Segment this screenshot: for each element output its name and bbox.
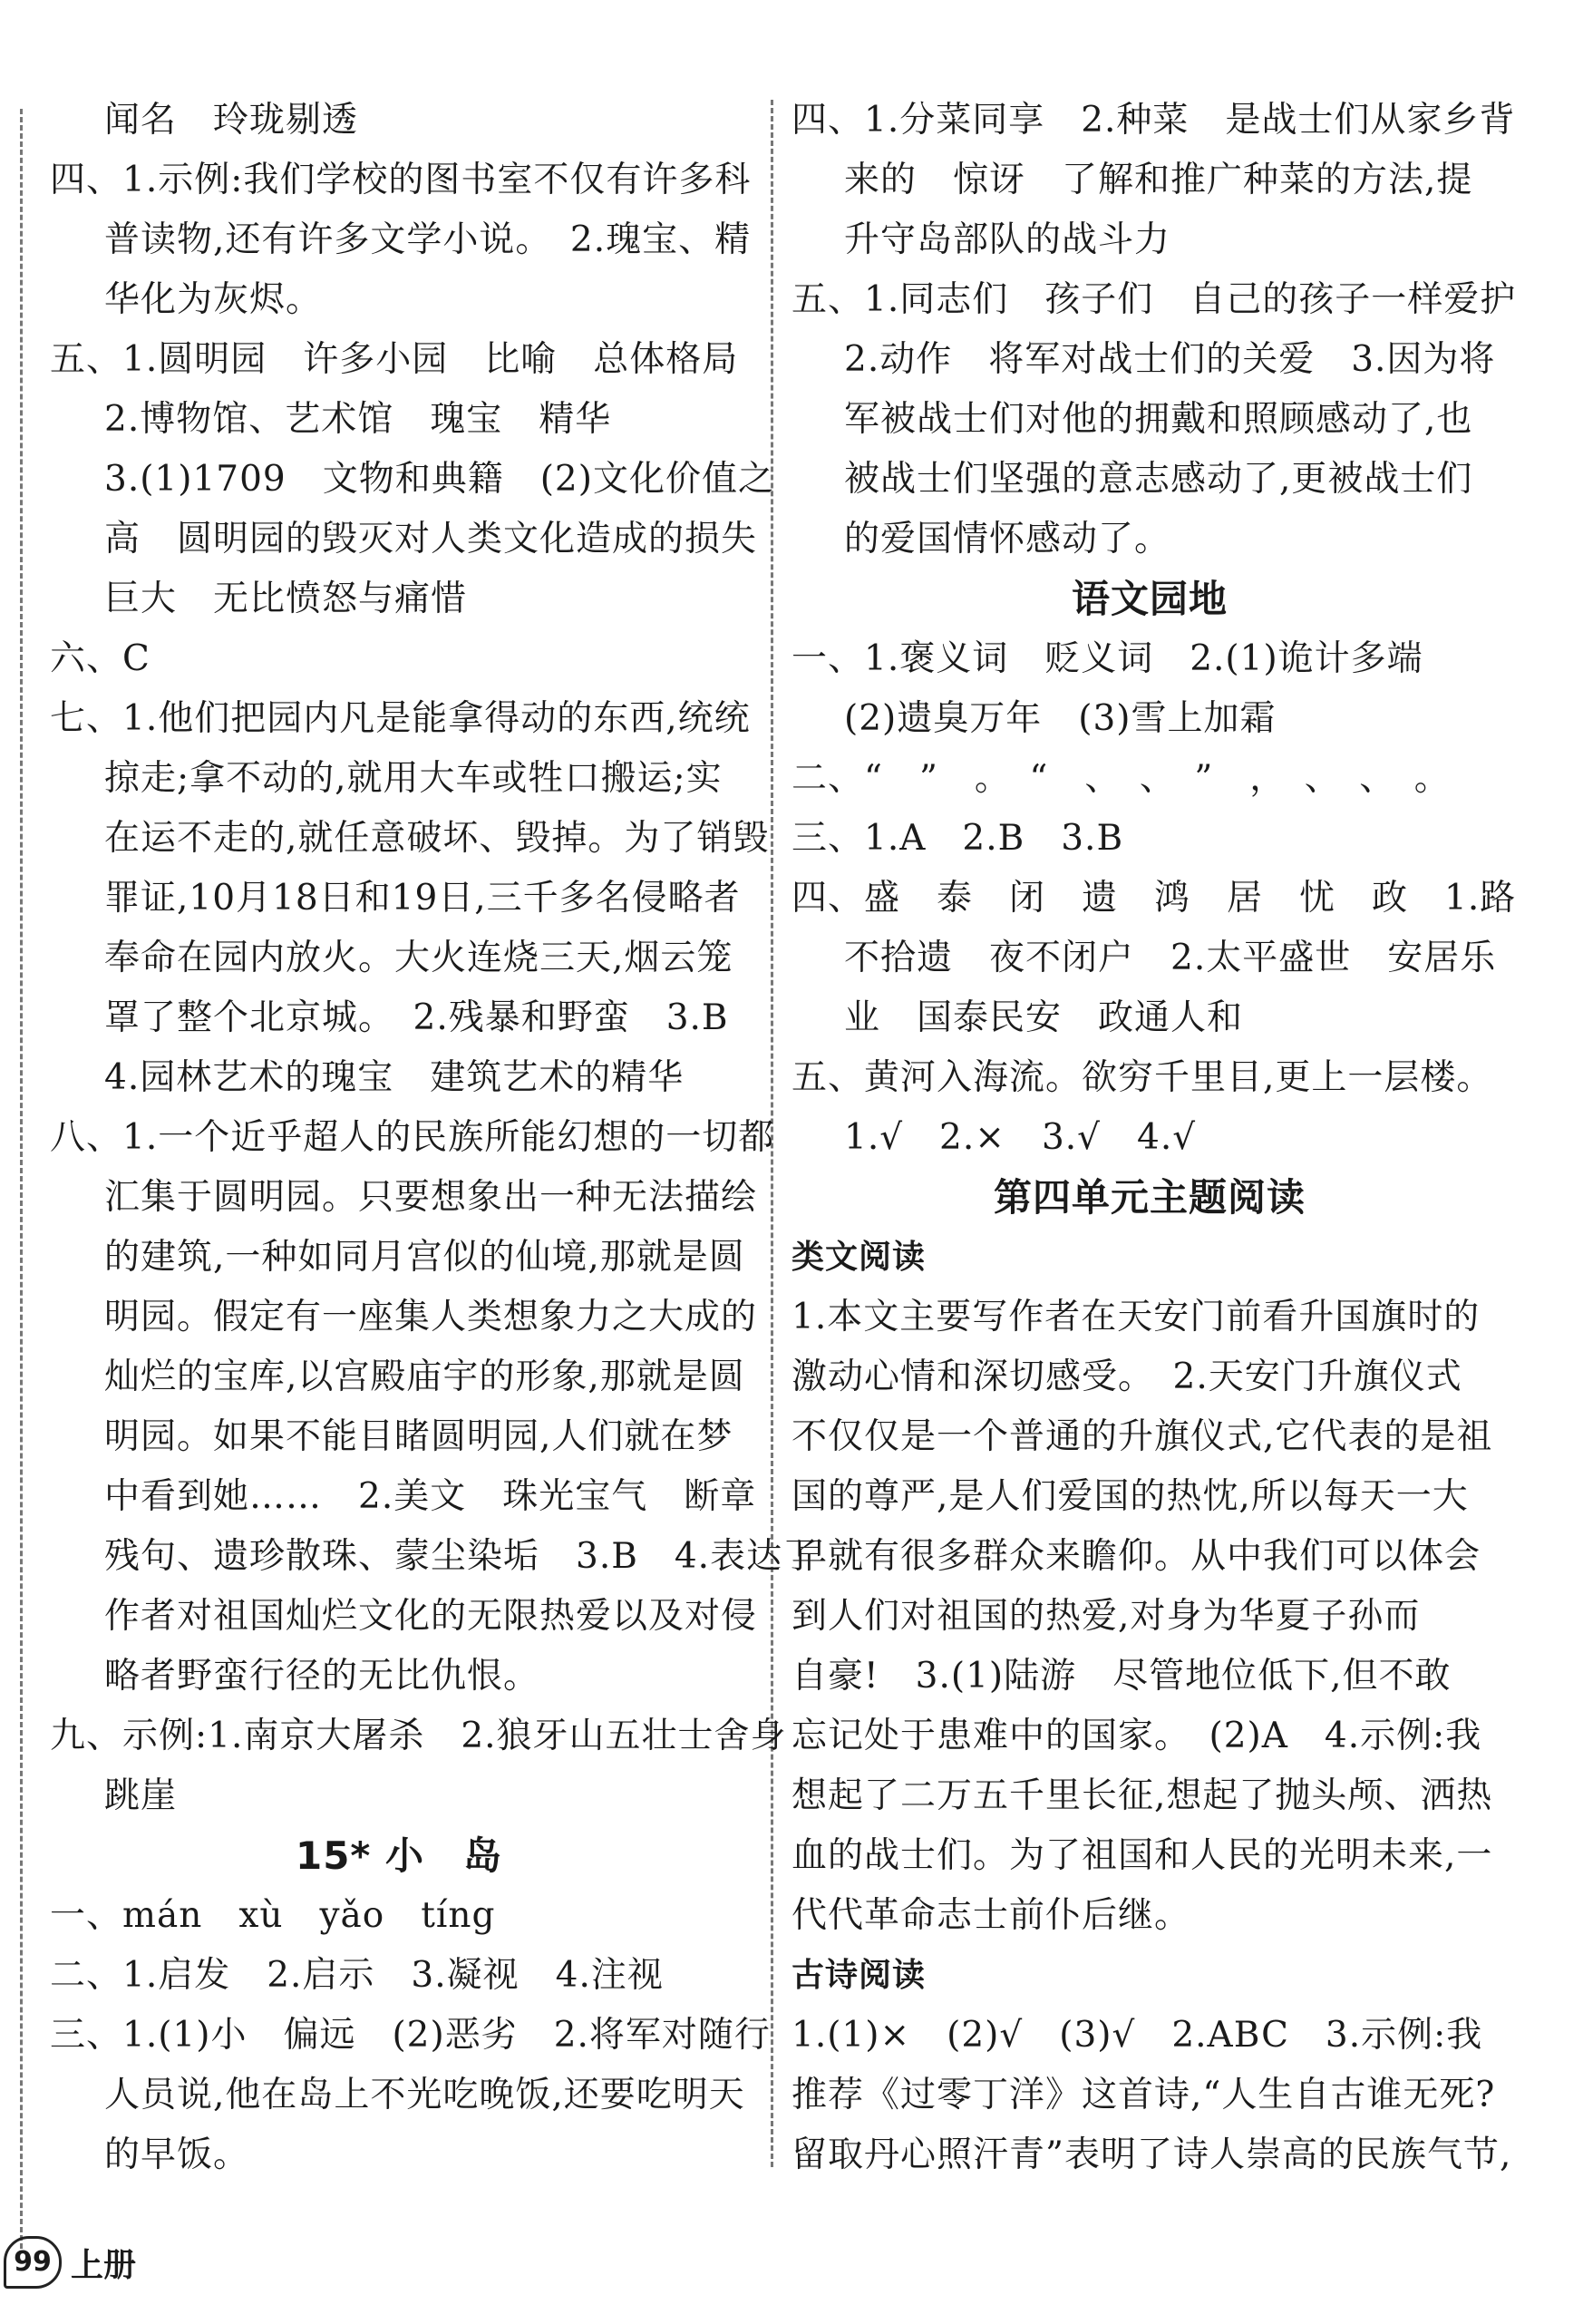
reading-subtitle: 类文阅读 <box>792 1239 927 1276</box>
answer-line: 明园。如果不能目睹圆明园,人们就在梦 <box>104 1416 733 1457</box>
answer-line: 代代革命志士前仆后继。 <box>792 1895 1191 1936</box>
answer-line: 普读物,还有许多文学小说。 2.瑰宝、精 <box>104 219 752 260</box>
answer-line: 推荐《过零丁洋》这首诗,“人生自古谁无死? <box>792 2075 1496 2115</box>
answer-line: 升守岛部队的战斗力 <box>844 219 1171 260</box>
answer-line: 1.本文主要写作者在天安门前看升国旗时的 <box>792 1297 1481 1337</box>
answer-line: 到人们对祖国的热爱,对身为华夏子孙而 <box>792 1596 1421 1637</box>
answer-line: 四、盛 泰 闭 遗 鸿 居 忧 政 1.路 <box>792 878 1517 919</box>
answer-line: 国的尊严,是人们爱国的热忱,所以每天一大 <box>792 1476 1469 1517</box>
answer-line: 被战士们坚强的意志感动了,更被战士们 <box>844 459 1473 500</box>
answer-line: 汇集于圆明园。只要想象出一种无法描绘 <box>104 1177 758 1218</box>
answer-line: 留取丹心照汗青”表明了诗人崇高的民族气节, <box>792 2134 1512 2175</box>
answer-line: 二、1.启发 2.启示 3.凝视 4.注视 <box>50 1955 664 1996</box>
answer-line: 略者野蛮行径的无比仇恨。 <box>104 1656 540 1697</box>
answer-line: 巨大 无比愤怒与痛惜 <box>104 579 468 619</box>
answer-line: 华化为灰烬。 <box>104 279 323 320</box>
answer-line: 掠走;拿不动的,就用大车或牲口搬运;实 <box>104 758 723 799</box>
answer-line: 早就有很多群众来瞻仰。从中我们可以体会 <box>792 1536 1481 1577</box>
answer-line: 罩了整个北京城。 2.残暴和野蛮 3.B <box>104 997 729 1038</box>
answer-line: 激动心情和深切感受。 2.天安门升旗仪式 <box>792 1356 1462 1397</box>
answer-line: 不仅仅是一个普通的升旗仪式,它代表的是祖 <box>792 1416 1493 1457</box>
answer-line: 闻名 玲珑剔透 <box>104 100 359 141</box>
answer-line: 残句、遗珍散珠、蒙尘染垢 3.B 4.表达了 <box>104 1536 820 1577</box>
answer-line: 六、C <box>50 638 151 679</box>
answer-line: 1.√ 2.× 3.√ 4.√ <box>844 1117 1197 1158</box>
answer-line: 1.(1)× (2)√ (3)√ 2.ABC 3.示例:我 <box>792 2015 1483 2056</box>
left-margin-rule <box>20 109 23 2249</box>
answer-line: 血的战士们。为了祖国和人民的光明未来,一 <box>792 1835 1493 1876</box>
answer-line: 人员说,他在岛上不光吃晚饭,还要吃明天 <box>104 2075 745 2115</box>
garden-title: 语文园地 <box>1071 577 1228 621</box>
page-number: 99 <box>4 2236 62 2289</box>
answer-line: (2)遗臭万年 (3)雪上加霜 <box>844 698 1277 739</box>
lesson-answers <box>50 1886 771 2185</box>
answer-line: 在运不走的,就任意破坏、毁掉。为了销毁 <box>104 818 770 859</box>
answer-line: 自豪! 3.(1)陆游 尽管地位低下,但不敢 <box>792 1656 1452 1697</box>
answer-line: 罪证,10月18日和19日,三千多名侵略者 <box>104 878 741 919</box>
right-answers <box>792 91 1517 569</box>
answer-line: 业 国泰民安 政通人和 <box>844 997 1244 1038</box>
answer-line: 四、1.示例:我们学校的图书室不仅有许多科 <box>50 160 752 200</box>
lesson-title: 15* 小 岛 <box>295 1833 503 1878</box>
book-label: 上册 <box>71 2246 137 2284</box>
answer-line: 2.动作 将军对战士们的关爱 3.因为将 <box>844 339 1496 380</box>
answer-line: 七、1.他们把园内凡是能拿得动的东西,统统 <box>50 698 751 739</box>
reading-answers <box>792 1288 1508 1946</box>
answer-line: 的早饭。 <box>104 2134 250 2175</box>
unit-title: 第四单元主题阅读 <box>993 1175 1306 1220</box>
answer-line: 军被战士们对他的拥戴和照顾感动了,也 <box>844 399 1473 440</box>
answer-line: 的建筑,一种如同月宫似的仙境,那就是圆 <box>104 1237 745 1278</box>
answer-line: 一、1.褒义词 贬义词 2.(1)诡计多端 <box>792 638 1423 679</box>
answer-line: 跳崖 <box>104 1775 178 1816</box>
answer-line: 作者对祖国灿烂文化的无限热爱以及对侵 <box>104 1596 758 1637</box>
poem-subtitle: 古诗阅读 <box>792 1957 927 1994</box>
answer-line: 3.(1)1709 文物和典籍 (2)文化价值之 <box>104 459 774 500</box>
answer-line: 一、mán xù yǎo tíng <box>50 1895 496 1936</box>
answer-line: 五、1.圆明园 许多小园 比喻 总体格局 <box>50 339 739 380</box>
answer-line: 五、黄河入海流。欲穷千里目,更上一层楼。 <box>792 1057 1493 1098</box>
garden-answers <box>792 629 1517 1168</box>
answer-line: 三、1.A 2.B 3.B <box>792 818 1124 859</box>
answer-line: 2.博物馆、艺术馆 瑰宝 精华 <box>104 399 612 440</box>
answer-line: 灿烂的宝库,以宫殿庙宇的形象,那就是圆 <box>104 1356 745 1397</box>
answer-line: 来的 惊讶 了解和推广种菜的方法,提 <box>844 160 1473 200</box>
answer-line: 五、1.同志们 孩子们 自己的孩子一样爱护 <box>792 279 1517 320</box>
left-answers <box>50 91 820 1826</box>
left-column <box>50 91 820 2185</box>
answer-line: 明园。假定有一座集人类想象力之大成的 <box>104 1297 758 1337</box>
answer-line: 九、示例:1.南京大屠杀 2.狼牙山五壮士舍身 <box>50 1716 787 1756</box>
answer-line: 四、1.分菜同享 2.种菜 是战士们从家乡背 <box>792 100 1516 141</box>
right-column <box>792 91 1517 2185</box>
answer-line: 忘记处于患难中的国家。 (2)A 4.示例:我 <box>792 1716 1482 1756</box>
page-footer <box>0 2235 136 2290</box>
answer-line: 中看到她…… 2.美文 珠光宝气 断章 <box>104 1476 757 1517</box>
answer-line: 的爱国情怀感动了。 <box>844 519 1171 559</box>
poem-answers <box>792 2006 1512 2185</box>
answer-line: 高 圆明园的毁灭对人类文化造成的损失 <box>104 519 758 559</box>
answer-line: 八、1.一个近乎超人的民族所能幻想的一切都 <box>50 1117 775 1158</box>
answer-line: 4.园林艺术的瑰宝 建筑艺术的精华 <box>104 1057 685 1098</box>
answer-line: 三、1.(1)小 偏远 (2)恶劣 2.将军对随行 <box>50 2015 771 2056</box>
answer-line: 不拾遗 夜不闭户 2.太平盛世 安居乐 <box>844 938 1497 978</box>
answer-line: 二、“ ” 。 “ 、 、 ” ， 、 、 。 <box>792 758 1451 799</box>
answer-line: 奉命在园内放火。大火连烧三天,烟云笼 <box>104 938 733 978</box>
answer-line: 想起了二万五千里长征,想起了抛头颅、洒热 <box>792 1775 1493 1816</box>
